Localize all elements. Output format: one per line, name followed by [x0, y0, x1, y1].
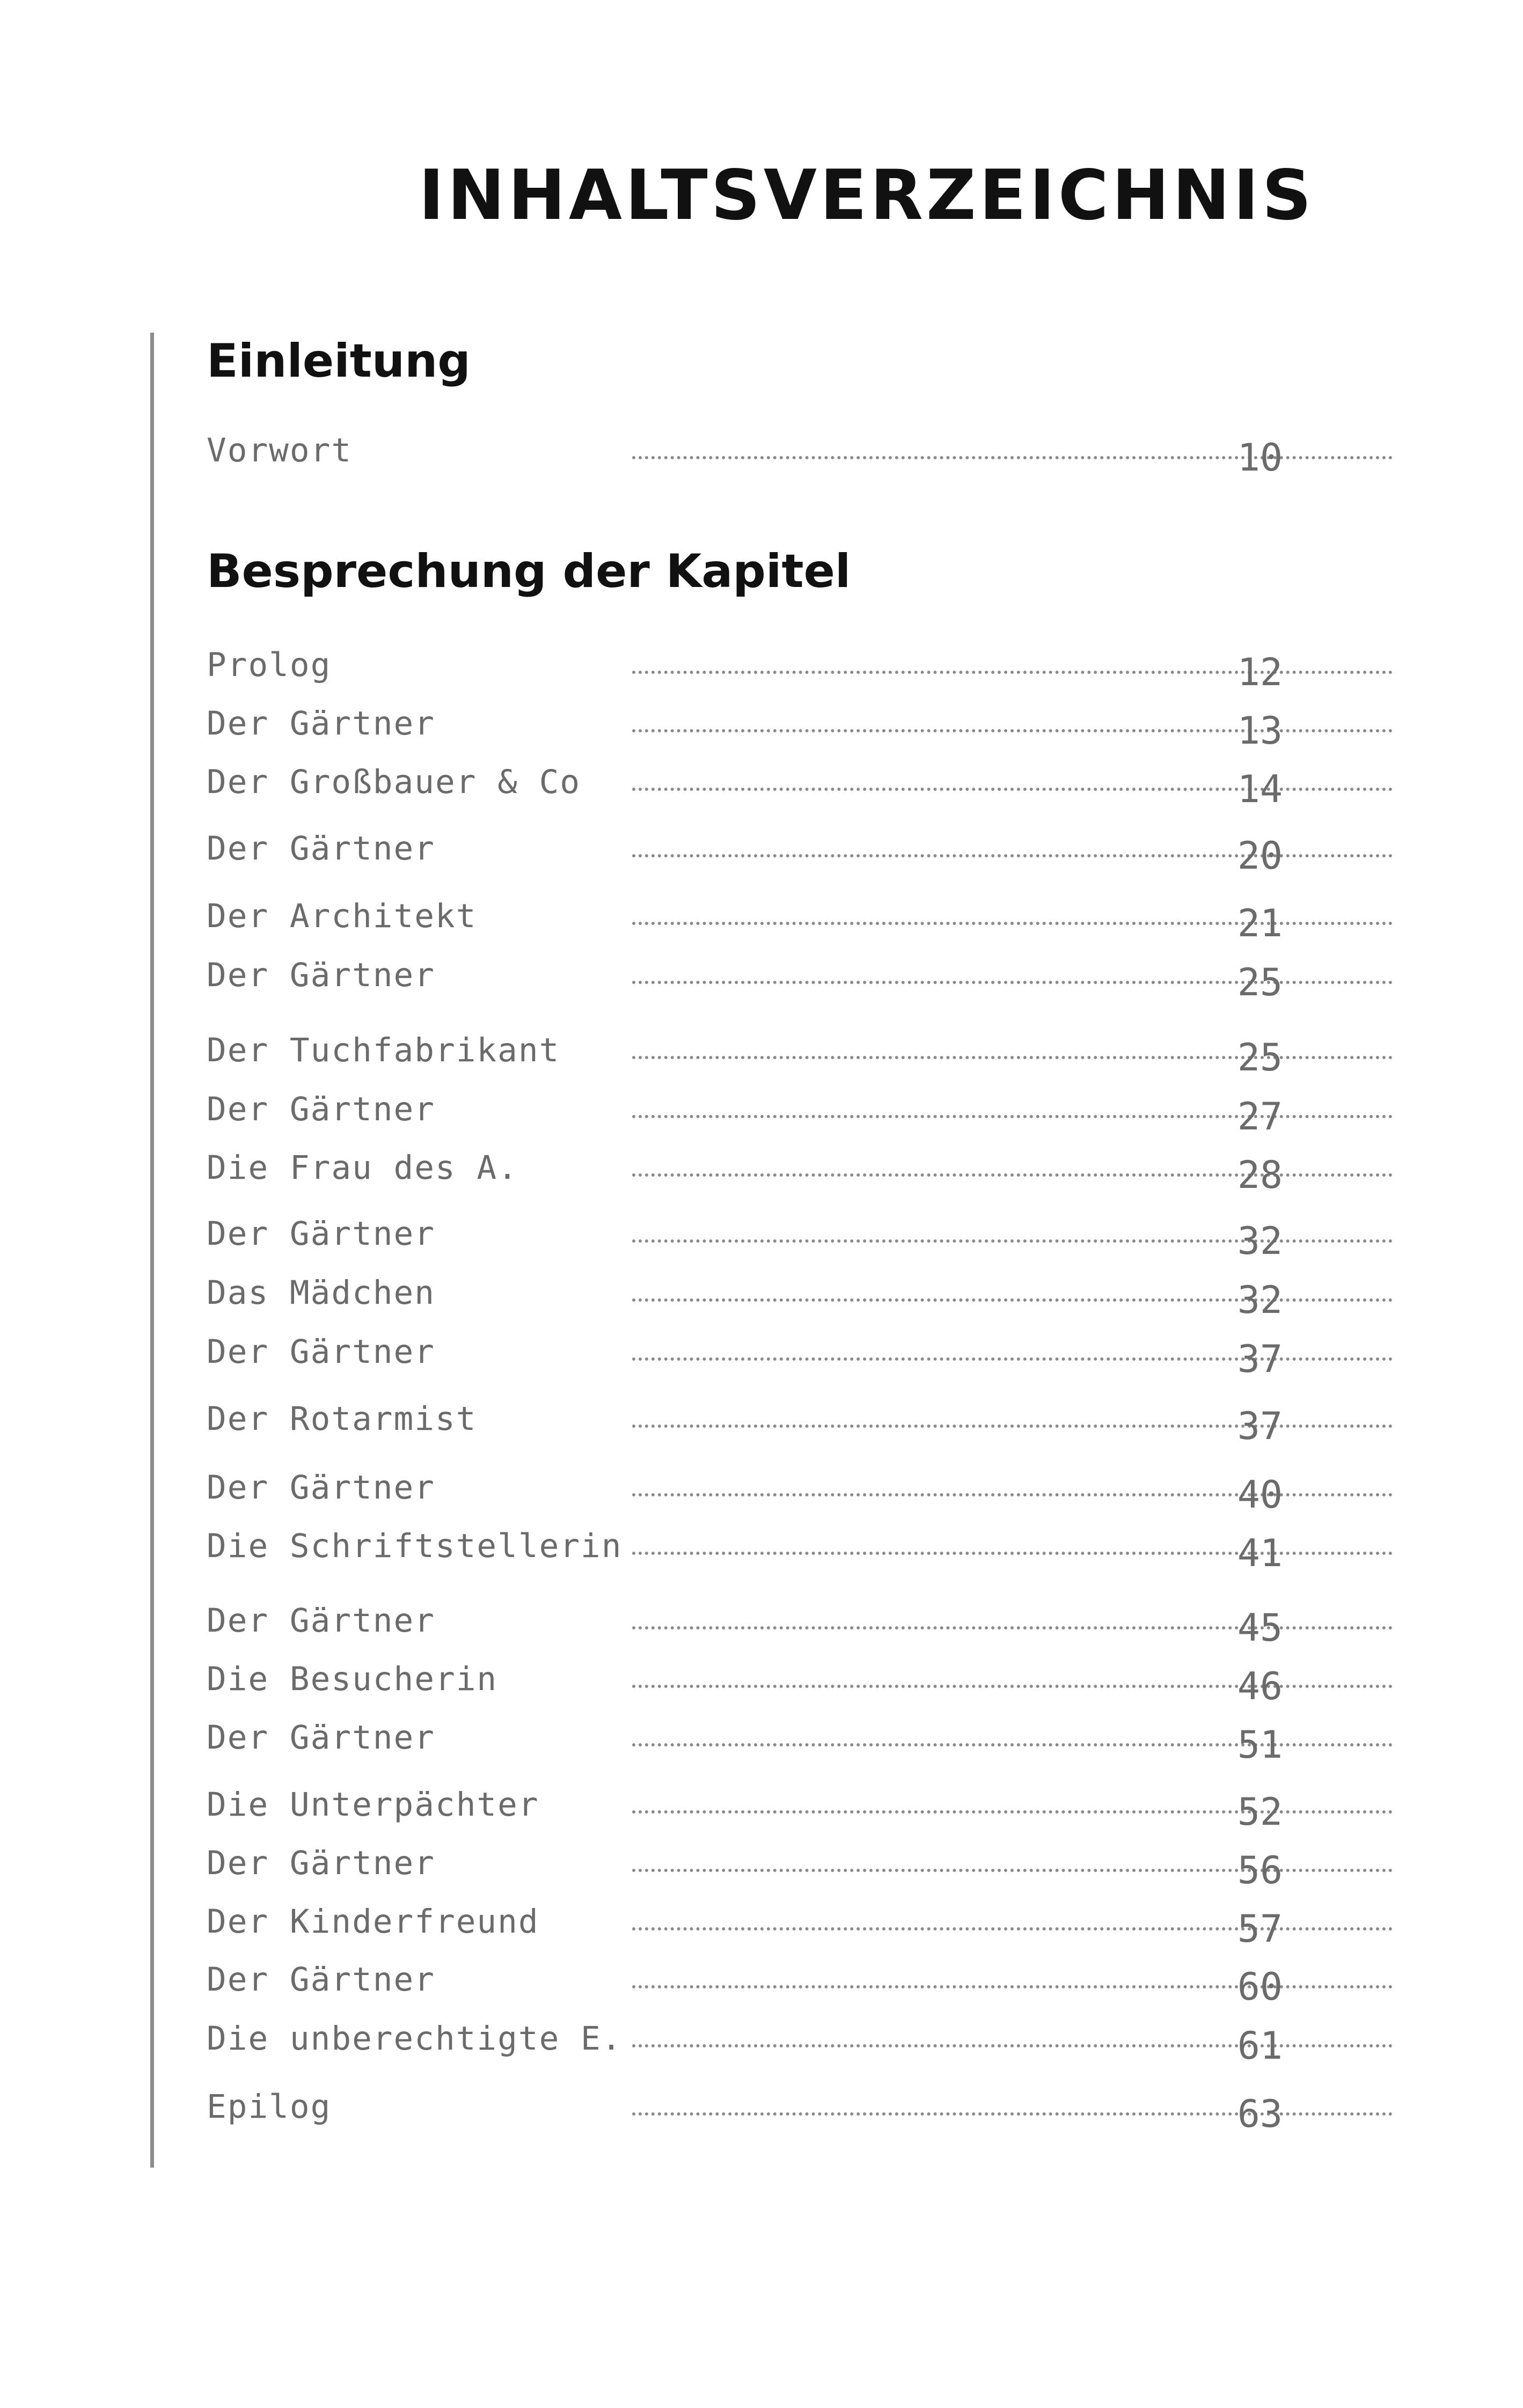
- toc-entry-page: 41: [1237, 1531, 1283, 1575]
- section-heading-einleitung: Einleitung: [207, 334, 471, 388]
- left-vertical-rule: [150, 333, 154, 2168]
- toc-entry-label: Die Frau des A.: [207, 1149, 518, 1187]
- toc-entry[interactable]: [207, 1398, 1283, 1457]
- page-title: INHALTSVERZEICHNIS: [419, 156, 1315, 236]
- toc-entry-label: Der Gärtner: [207, 1961, 435, 1999]
- toc-entry[interactable]: [207, 895, 1283, 954]
- toc-entry-label: Vorwort: [207, 431, 353, 469]
- toc-entry[interactable]: [207, 1525, 1283, 1584]
- toc-entry-label: Der Gärtner: [207, 1215, 435, 1253]
- toc-entry-label: Der Gärtner: [207, 704, 435, 743]
- toc-entry[interactable]: [207, 2086, 1283, 2145]
- toc-entry[interactable]: [207, 954, 1283, 1013]
- toc-entry-label: Der Gärtner: [207, 1602, 435, 1640]
- toc-entry[interactable]: [207, 761, 1283, 820]
- toc-entry[interactable]: [207, 827, 1283, 886]
- toc-entry-page: 12: [1237, 650, 1283, 694]
- toc-entry-page: 52: [1237, 1790, 1283, 1834]
- toc-entry-label: Die Schriftstellerin: [207, 1527, 623, 1565]
- toc-entry-label: Die unberechtigte E.: [207, 2020, 623, 2058]
- toc-entry-label: Der Gärtner: [207, 1333, 435, 1371]
- toc-entry-page: 20: [1237, 834, 1283, 878]
- toc-entry-page: 14: [1237, 767, 1283, 811]
- toc-entry-page: 25: [1237, 960, 1283, 1004]
- toc-entry-page: 37: [1237, 1337, 1283, 1381]
- toc-entry-label: Prolog: [207, 646, 332, 684]
- toc-entry-label: Der Gärtner: [207, 1719, 435, 1757]
- toc-entry-page: 45: [1237, 1606, 1283, 1650]
- toc-entry-page: 21: [1237, 901, 1283, 945]
- toc-entry[interactable]: [207, 1658, 1283, 1717]
- toc-entry-label: Der Architekt: [207, 897, 477, 935]
- toc-entry-label: Der Kinderfreund: [207, 1903, 539, 1941]
- toc-entry[interactable]: [207, 1088, 1283, 1147]
- toc-entry[interactable]: [207, 1213, 1283, 1272]
- toc-entry-page: 61: [1237, 2024, 1283, 2068]
- toc-entry[interactable]: [207, 702, 1283, 761]
- toc-entry[interactable]: [207, 644, 1283, 703]
- toc-entry-page: 56: [1237, 1848, 1283, 1892]
- toc-entry-label: Die Besucherin: [207, 1660, 498, 1698]
- toc-entry-label: Der Tuchfabrikant: [207, 1031, 560, 1069]
- toc-entry[interactable]: [207, 1029, 1283, 1088]
- toc-entry-page: 32: [1237, 1278, 1283, 1322]
- toc-entry[interactable]: [207, 1147, 1283, 1206]
- toc-entry-page: 27: [1237, 1095, 1283, 1139]
- toc-entry-label: Der Gärtner: [207, 1469, 435, 1507]
- toc-entry-page: 46: [1237, 1664, 1283, 1708]
- toc-entry-page: 51: [1237, 1723, 1283, 1767]
- toc-entry-label: Der Gärtner: [207, 1090, 435, 1128]
- toc-entry-label: Das Mädchen: [207, 1274, 435, 1312]
- toc-entry-page: 60: [1237, 1965, 1283, 2009]
- toc-entry[interactable]: [207, 2017, 1283, 2076]
- toc-entry-label: Der Gärtner: [207, 829, 435, 868]
- toc-entry[interactable]: [207, 429, 1283, 488]
- toc-entry[interactable]: [207, 1272, 1283, 1331]
- toc-entry-label: Der Großbauer & Co: [207, 763, 581, 801]
- toc-entry-page: 57: [1237, 1907, 1283, 1951]
- toc-entry[interactable]: [207, 1716, 1283, 1775]
- toc-entry-page: 25: [1237, 1036, 1283, 1080]
- toc-entry-page: 37: [1237, 1404, 1283, 1448]
- toc-entry-page: 63: [1237, 2092, 1283, 2136]
- toc-entry[interactable]: [207, 1466, 1283, 1525]
- toc-entry[interactable]: [207, 1599, 1283, 1658]
- toc-entry[interactable]: [207, 1900, 1283, 1959]
- toc-entry[interactable]: [207, 1783, 1283, 1842]
- toc-entry-page: 13: [1237, 709, 1283, 753]
- toc-entry[interactable]: [207, 1958, 1283, 2017]
- section-heading-kapitel: Besprechung der Kapitel: [207, 545, 851, 598]
- toc-entry-label: Die Unterpächter: [207, 1786, 539, 1824]
- toc-entry-label: Epilog: [207, 2088, 332, 2126]
- toc-entry-label: Der Gärtner: [207, 956, 435, 994]
- toc-entry-page: 32: [1237, 1219, 1283, 1263]
- toc-entry-label: Der Rotarmist: [207, 1400, 477, 1438]
- toc-entry-page: 10: [1237, 436, 1283, 480]
- toc-entry-page: 28: [1237, 1153, 1283, 1197]
- toc-entry-label: Der Gärtner: [207, 1844, 435, 1882]
- toc-entry[interactable]: [207, 1331, 1283, 1390]
- toc-entry-page: 40: [1237, 1473, 1283, 1517]
- toc-entry[interactable]: [207, 1842, 1283, 1901]
